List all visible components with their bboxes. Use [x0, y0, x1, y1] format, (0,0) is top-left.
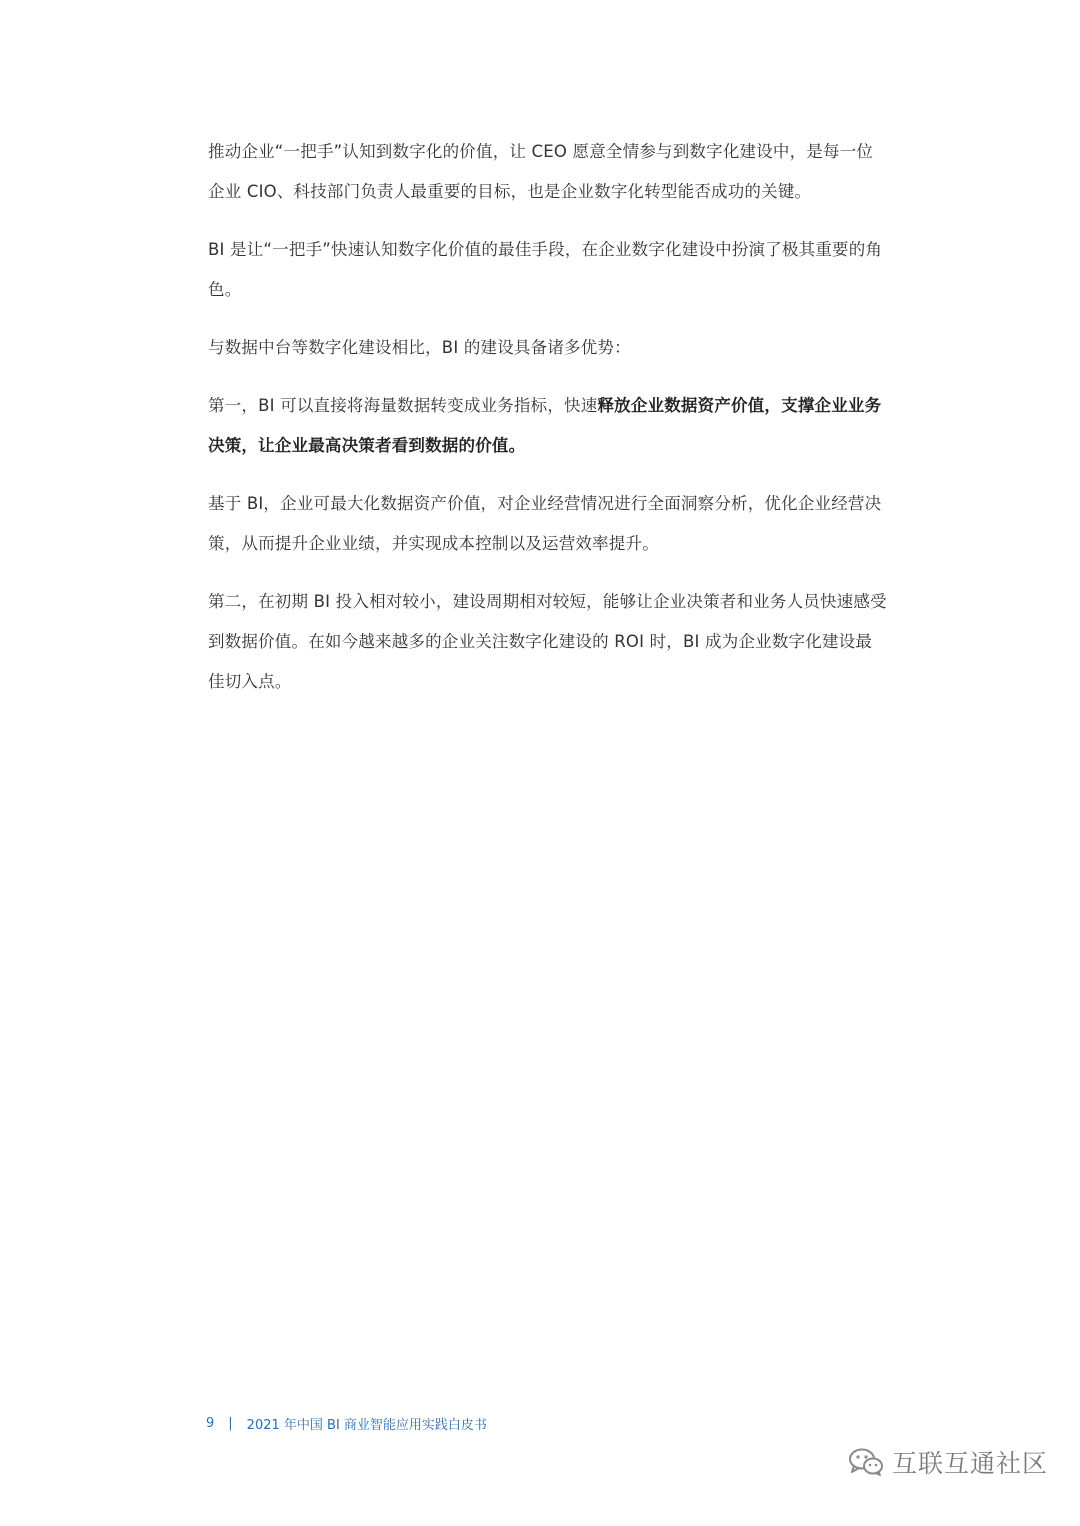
page-footer — [206, 1414, 487, 1433]
paragraph-4-plain: 第一，BI 可以直接将海量数据转变成业务指标，快速 — [208, 396, 598, 415]
watermark-text: 互联互通社区 — [891, 1449, 1048, 1478]
page-number: 9 — [206, 1416, 215, 1431]
footer-separator: | — [228, 1416, 233, 1431]
paragraph-2: BI 是让“一把手”快速认知数字化价值的最佳手段，在企业数字化建设中扮演了极其重要的角色。 — [208, 240, 883, 299]
paragraph-6: 第二，在初期 BI 投入相对较小，建设周期相对较短，能够让企业决策者和业务人员快速感受到数据价值。在如今越来越多的企业关注数字化建设的 ROI 时，BI 成为企业数字化建设最佳切入点。 — [208, 592, 887, 691]
paragraph-3: 与数据中台等数字化建设相比，BI 的建设具备诸多优势： — [208, 338, 631, 357]
paragraph-4 — [208, 386, 888, 466]
document-title: 2021 年中国 BI 商业智能应用实践白皮书 — [246, 1418, 487, 1433]
document-body — [208, 132, 888, 720]
paragraph-4-bold: 释放企业数据资产价值，支撑企业业务决策，让企业最高决策者看到数据的价值。 — [208, 396, 882, 455]
paragraph-1: 推动企业“一把手”认知到数字化的价值，让 CEO 愿意全情参与到数字化建设中，是每一位企业 CIO、科技部门负责人最重要的目标，也是企业数字化转型能否成功的关键。 — [208, 142, 874, 201]
wechat-icon — [848, 1447, 884, 1477]
watermark — [848, 1444, 1048, 1480]
paragraph-5: 基于 BI，企业可最大化数据资产价值，对企业经营情况进行全面洞察分析，优化企业经营决策，从而提升企业业绩，并实现成本控制以及运营效率提升。 — [208, 494, 882, 553]
